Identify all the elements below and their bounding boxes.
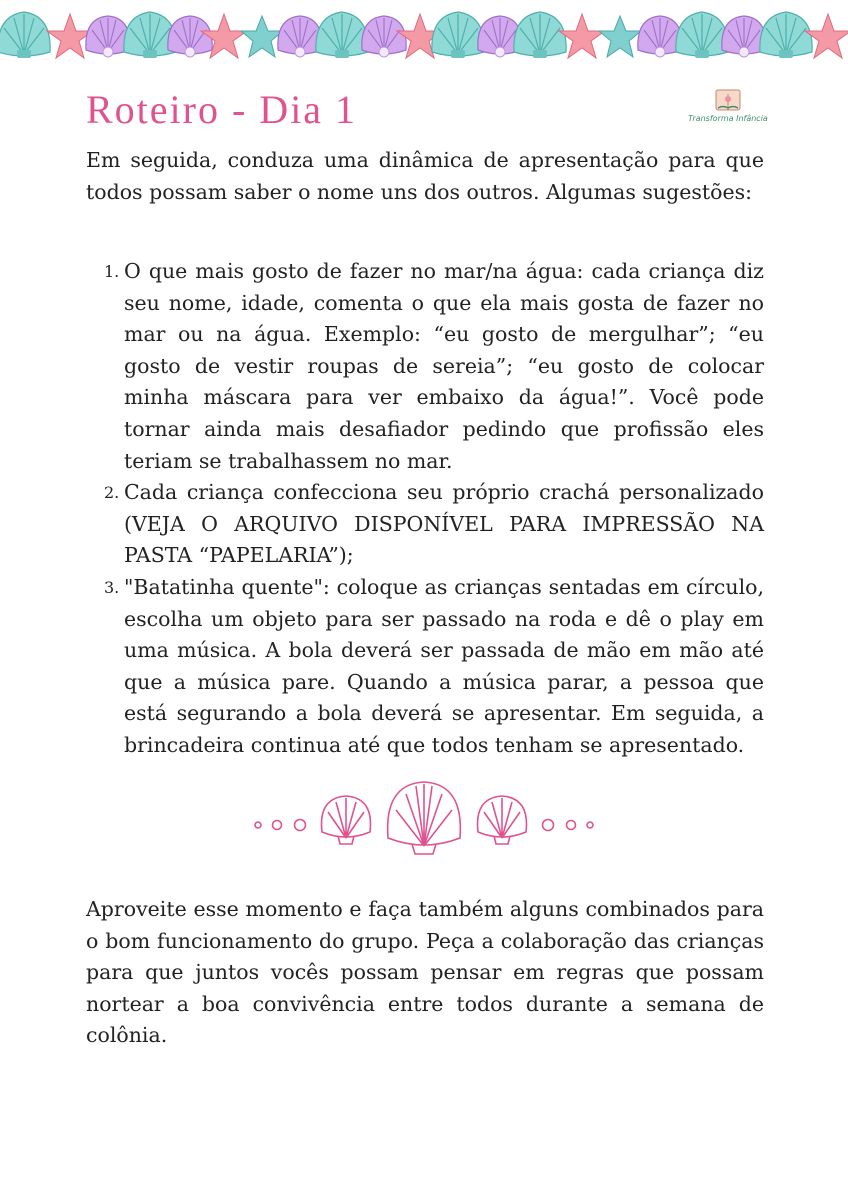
list-item-text: "Batatinha quente": coloque as crianças sentadas em círculo, escolha um objeto para ser passado na roda e dê o play em uma música. A bola deverá ser passada de mão em mão até que a música pare. Quando a música parar, a pessoa que está segurando a bola deverá se apresentar. Em seguida, a brincadeira continua até que todos tenham se apresentado. xyxy=(124,574,764,757)
page-title: Roteiro - Dia 1 xyxy=(86,87,358,132)
brand-logo xyxy=(688,88,768,128)
open-book-logo-icon xyxy=(688,88,768,114)
closing-paragraph: Aproveite esse momento e faça também alguns combinados para o bom funcionamento do grupo. Peça a colaboração das crianças para que juntos vocês possam pensar em regras que possam nortear a boa convivência entre todos durante a semana de colônia. xyxy=(86,897,764,1048)
seashell-divider-icon xyxy=(250,780,598,860)
suggestions-list xyxy=(86,256,764,762)
logo-text: Transforma Infância xyxy=(688,114,768,123)
intro-paragraph: Em seguida, conduza uma dinâmica de apresentação para que todos possam saber o nome uns dos outros. Algumas sugestões: xyxy=(86,148,764,204)
list-item xyxy=(86,572,764,762)
list-item xyxy=(86,256,764,477)
list-item-number: 2. xyxy=(104,483,120,503)
list-item-number: 1. xyxy=(104,262,120,281)
list-item xyxy=(86,477,764,572)
seashell-border xyxy=(0,4,848,68)
list-item-number: 3. xyxy=(104,577,120,597)
list-item-text: O que mais gosto de fazer no mar/na água: cada criança diz seu nome, idade, comenta o que ela mais gosta de fazer no mar ou na água. Exemplo: “eu gosto de mergulhar”; “eu gosto de vestir roupas de sereia”; “eu gosto de colocar minha máscara para ver embaixo da água!”. Você pode tornar ainda mais desafiador pedindo que profissão eles teriam se trabalhassem no mar. xyxy=(124,259,764,473)
list-item-text: Cada criança confecciona seu próprio crachá personalizado (VEJA O ARQUIVO DISPONÍVEL PARA IMPRESSÃO NA PASTA “PAPELARIA”); xyxy=(124,480,764,568)
